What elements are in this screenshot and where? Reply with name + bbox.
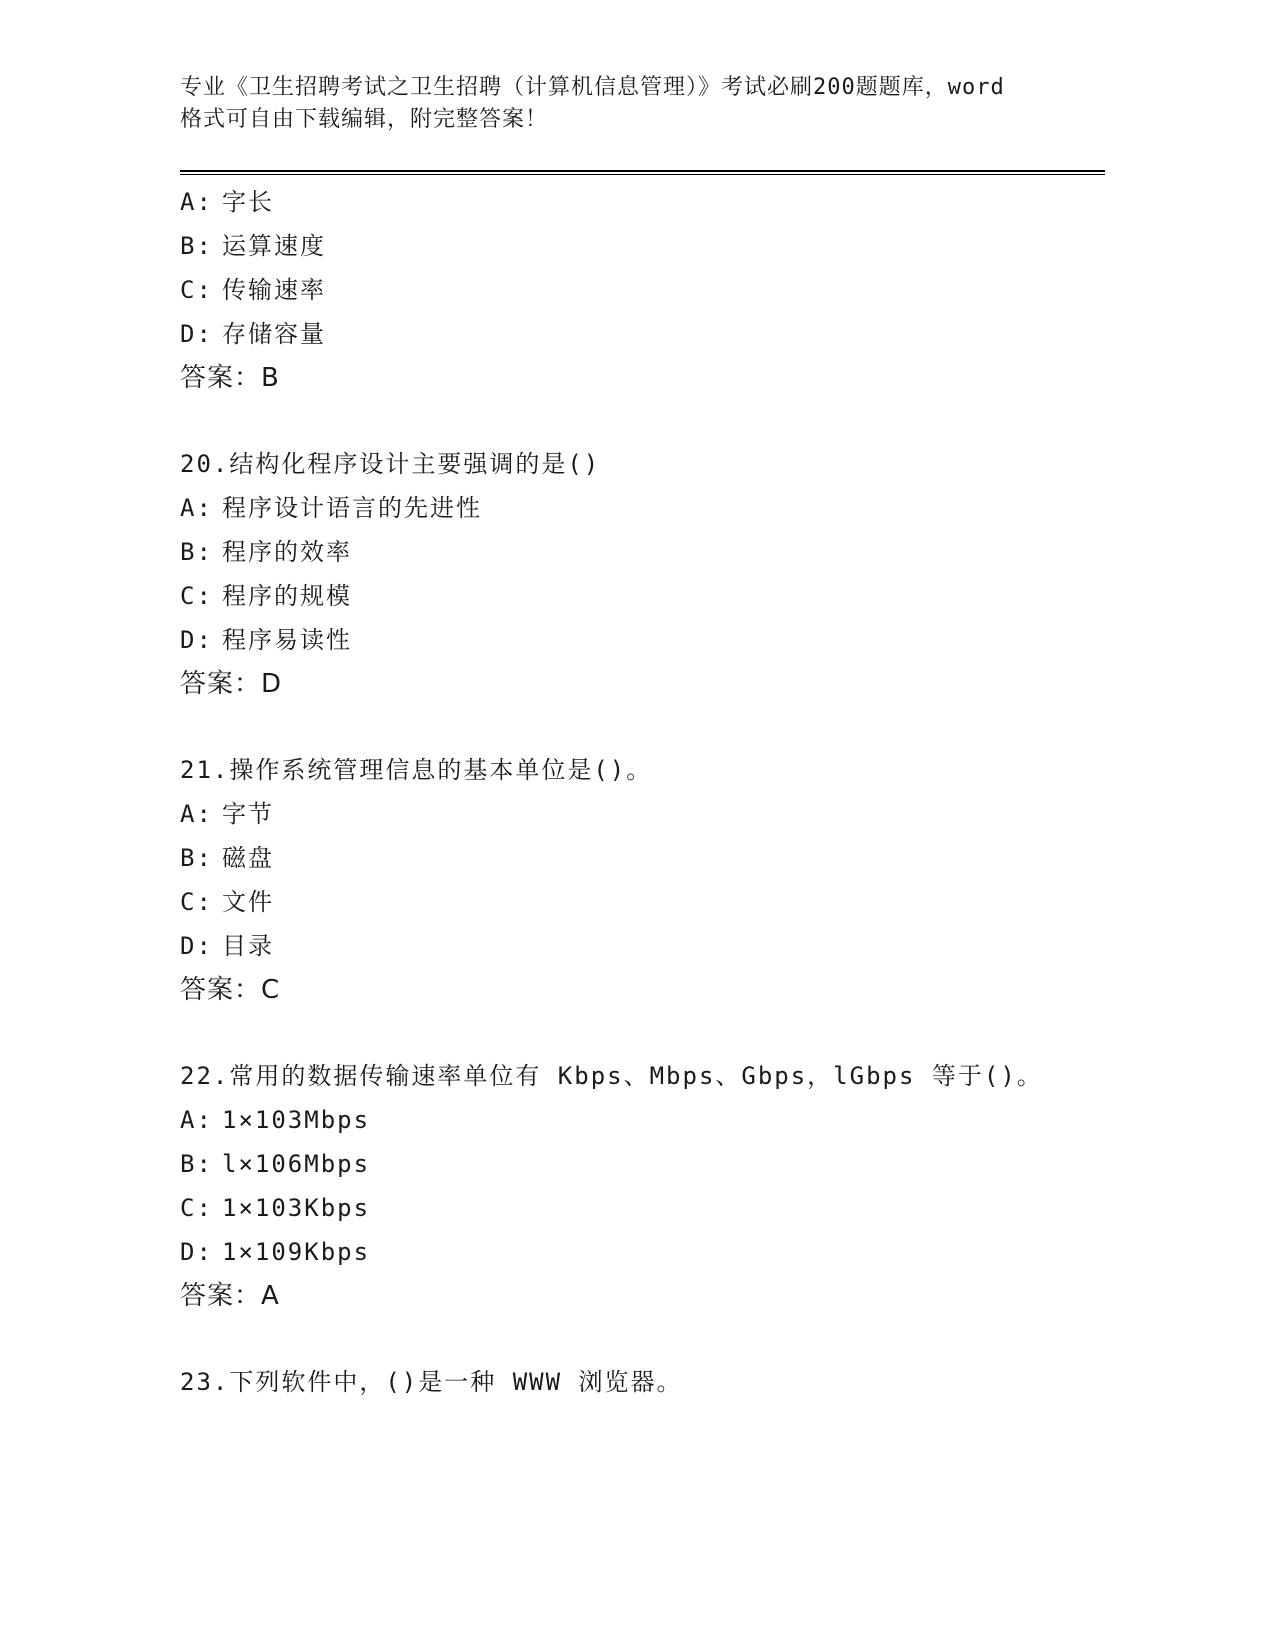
option-key: A: <box>180 1106 213 1134</box>
answer-line: 答案：A <box>180 1281 280 1311</box>
option-text: 存储容量 <box>222 320 326 348</box>
document-header <box>180 72 1080 136</box>
question-block-21 <box>180 753 1105 1017</box>
question-text: 22.常用的数据传输速率单位有 Kbps、Mbps、Gbps，lGbps 等于()。 <box>180 1062 1043 1090</box>
option-text: 1×109Kbps <box>222 1238 371 1266</box>
option-text: 程序设计语言的先进性 <box>222 494 482 522</box>
option-key: C: <box>180 888 213 916</box>
question-block-19 <box>180 185 1105 405</box>
option-key: A: <box>180 494 213 522</box>
option-text: l×106Mbps <box>222 1150 371 1178</box>
option-d <box>180 1235 1105 1279</box>
option-text: 1×103Kbps <box>222 1194 371 1222</box>
option-a <box>180 185 1105 229</box>
option-key: C: <box>180 582 213 610</box>
question-text: 21.操作系统管理信息的基本单位是()。 <box>180 756 653 784</box>
option-key: B: <box>180 538 213 566</box>
option-text: 程序的规模 <box>222 582 352 610</box>
option-c <box>180 885 1105 929</box>
option-text: 文件 <box>222 888 274 916</box>
question-text: 23.下列软件中，()是一种 WWW 浏览器。 <box>180 1368 683 1396</box>
option-text: 字长 <box>222 188 274 216</box>
option-a <box>180 797 1105 841</box>
header-title-line-2: 格式可自由下载编辑，附完整答案！ <box>180 107 549 132</box>
option-key: D: <box>180 626 213 654</box>
option-key: B: <box>180 1150 213 1178</box>
option-text: 程序的效率 <box>222 538 352 566</box>
option-text: 磁盘 <box>222 844 274 872</box>
option-text: 1×103Mbps <box>222 1106 371 1134</box>
answer-line: 答案：D <box>180 669 283 699</box>
option-key: C: <box>180 276 213 304</box>
spacer <box>180 711 1105 753</box>
option-a <box>180 491 1105 535</box>
option-d <box>180 317 1105 361</box>
option-d <box>180 623 1105 667</box>
option-key: B: <box>180 232 213 260</box>
option-c <box>180 273 1105 317</box>
option-key: A: <box>180 188 213 216</box>
question-block-22 <box>180 1059 1105 1323</box>
option-text: 程序易读性 <box>222 626 352 654</box>
question-block-23 <box>180 1365 1105 1409</box>
spacer <box>180 405 1105 447</box>
question-text: 20.结构化程序设计主要强调的是() <box>180 450 601 478</box>
option-d <box>180 929 1105 973</box>
spacer <box>180 1017 1105 1059</box>
option-b <box>180 841 1105 885</box>
option-text: 运算速度 <box>222 232 326 260</box>
option-key: D: <box>180 320 213 348</box>
answer-line: 答案：B <box>180 363 280 393</box>
option-b <box>180 1147 1105 1191</box>
option-c <box>180 579 1105 623</box>
option-b <box>180 229 1105 273</box>
option-key: C: <box>180 1194 213 1222</box>
option-text: 字节 <box>222 800 274 828</box>
header-title-line-1: 专业《卫生招聘考试之卫生招聘（计算机信息管理）》考试必刷200题题库，word <box>180 75 1005 100</box>
question-block-20 <box>180 447 1105 711</box>
spacer <box>180 1323 1105 1365</box>
option-key: D: <box>180 932 213 960</box>
option-text: 目录 <box>222 932 274 960</box>
option-c <box>180 1191 1105 1235</box>
answer-line: 答案：C <box>180 975 281 1005</box>
header-divider-thick <box>180 170 1105 172</box>
header-divider-thin <box>180 174 1105 175</box>
option-text: 传输速率 <box>222 276 326 304</box>
question-list <box>180 185 1105 1409</box>
option-b <box>180 535 1105 579</box>
option-key: A: <box>180 800 213 828</box>
option-key: D: <box>180 1238 213 1266</box>
option-key: B: <box>180 844 213 872</box>
option-a <box>180 1103 1105 1147</box>
